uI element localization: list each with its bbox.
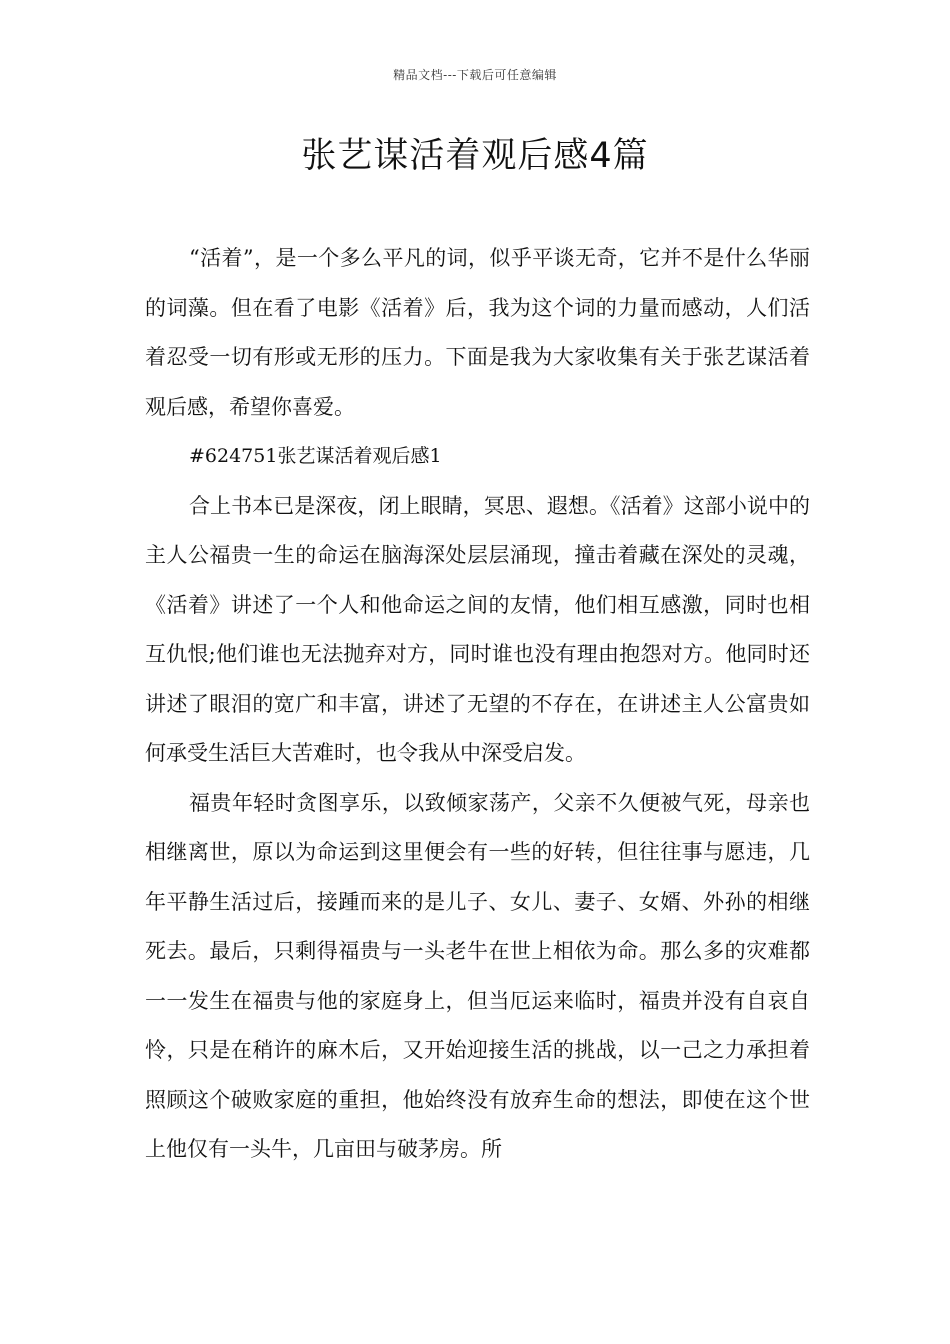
document-title: 张艺谋活着观后感4篇 <box>301 136 649 176</box>
section-heading: #624751张艺谋活着观后感1 <box>189 445 442 467</box>
body-paragraph: 福贵年轻时贪图享乐，以致倾家荡产，父亲不久便被气死，母亲也相继离世，原以为命运到这里便会有一些的好转，但往往事与愿违，几年平静生活过后，接踵而来的是儿子、女儿、妻子、女婿、外孙的相继死去。最后，只剩得福贵与一头老牛在世上相依为命。那么多的灾难都一一发生在福贵与他的家庭身上，但当厄运来临时，福贵并没有自哀自怜，只是在稍许的麻木后，又开始迎接生活的挑战，以一己之力承担着照顾这个破败家庭的重担，他始终没有放弃生命的想法，即使在这个世上他仅有一头牛，几亩田与破茅房。所 <box>145 790 810 1161</box>
page-header-note: 精品文档---下载后可任意编辑 <box>393 68 557 82</box>
intro-paragraph: “活着”，是一个多么平凡的词，似乎平谈无奇，它并不是什么华丽的词藻。但在看了电影《活着》后，我为这个词的力量而感动，人们活着忍受一切有形或无形的压力。下面是我为大家收集有关于张艺谋活着观后感，希望你喜爱。 <box>145 246 810 419</box>
document-body <box>145 234 810 1175</box>
body-paragraph: 合上书本已是深夜，闭上眼睛，冥思、遐想。《活着》这部小说中的主人公福贵一生的命运在脑海深处层层涌现，撞击着藏在深处的灵魂，《活着》讲述了一个人和他命运之间的友情，他们相互感激，同时也相互仇恨;他们谁也无法抛弃对方，同时谁也没有理由抱怨对方。他同时还讲述了眼泪的宽广和丰富，讲述了无望的不存在，在讲述主人公富贵如何承受生活巨大苦难时，也令我从中深受启发。 <box>145 493 810 765</box>
